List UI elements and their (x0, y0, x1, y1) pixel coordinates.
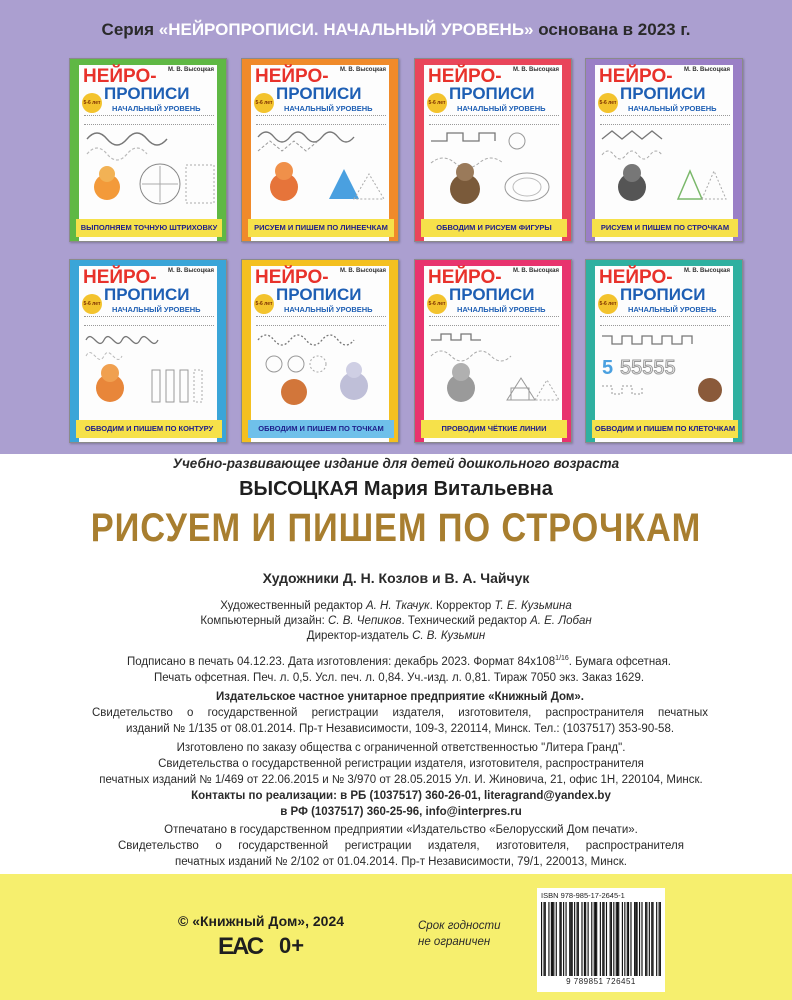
cover-logo-top: НЕЙРО- (255, 267, 329, 288)
barcode-bar (545, 902, 546, 976)
barcode-bar (610, 902, 611, 976)
barcode-bar (637, 902, 638, 976)
cover-illustration-icon (598, 330, 732, 412)
barcode-bar (641, 902, 642, 976)
publisher-name: Издательское частное унитарное предприятие «Книжный Дом». (215, 691, 584, 703)
format-fraction: 1/16 (555, 655, 569, 662)
cover-level: НАЧАЛЬНЫЙ УРОВЕНЬ (457, 305, 546, 314)
barcode-bar (649, 902, 650, 976)
barcode-bar (584, 902, 585, 976)
barcode-bar (613, 902, 614, 976)
cover-logo-bottom: ПРОПИСИ (276, 285, 362, 304)
shelf-life (418, 918, 500, 950)
cover-caption: ОБВОДИМ И ПИШЕМ ПО КОНТУРУ (76, 420, 222, 438)
cover-frame (562, 260, 571, 442)
barcode-bar (548, 902, 549, 976)
cover-caption: ОБВОДИМ И ПИШЕМ ПО КЛЕТОЧКАМ (592, 420, 738, 438)
cover-frame (586, 59, 742, 65)
series-book-cover (241, 58, 399, 242)
cover-frame (415, 260, 424, 442)
cover-author: М. В. Высоцкая (340, 268, 386, 274)
barcode-icon (541, 902, 661, 976)
cover-age-badge: 5-6 лет (82, 93, 102, 113)
barcode-bar (639, 902, 640, 976)
book-artists: Художники Д. Н. Козлов и В. А. Чайчук (262, 570, 530, 586)
isbn-number: ISBN 978-985-17-2645-1 (541, 891, 625, 900)
cover-logo-bottom: ПРОПИСИ (449, 285, 535, 304)
copyright: © «Книжный Дом», 2024 (178, 913, 345, 929)
credit-line-design (0, 615, 792, 627)
cover-frame (415, 59, 424, 241)
publisher-line-2: изданий № 1/135 от 08.01.2014. Пр-т Независимости, 109-3, 220114, Минск. Тел.: (1037517) 353-90-58. (125, 723, 675, 735)
cover-logo-bottom: ПРОПИСИ (620, 84, 706, 103)
cover-level: НАЧАЛЬНЫЙ УРОВЕНЬ (628, 305, 717, 314)
cover-logo-bottom: ПРОПИСИ (449, 84, 535, 103)
credit-line-director (0, 630, 792, 642)
cover-logo-top: НЕЙРО- (83, 267, 157, 288)
cover-frame (217, 59, 226, 241)
cover-frame (242, 260, 251, 442)
series-book-cover (69, 58, 227, 242)
director-label: Директор-издатель (306, 630, 413, 642)
cover-age-badge: 5-6 лет (598, 294, 618, 314)
cover-frame (242, 59, 398, 65)
printer-info (118, 822, 684, 870)
cover-description (256, 115, 386, 125)
cover-logo-top: НЕЙРО- (428, 267, 502, 288)
barcode-bar (606, 902, 607, 976)
cover-description (256, 316, 386, 326)
cover-frame (389, 59, 398, 241)
cover-frame (415, 59, 571, 65)
cover-author: М. В. Высоцкая (684, 268, 730, 274)
barcode-bar (552, 902, 553, 976)
cover-logo-bottom: ПРОПИСИ (104, 84, 190, 103)
cover-level: НАЧАЛЬНЫЙ УРОВЕНЬ (457, 104, 546, 113)
cover-caption: ОБВОДИМ И ПИШЕМ ПО ТОЧКАМ (248, 420, 394, 438)
cover-level: НАЧАЛЬНЫЙ УРОВЕНЬ (628, 104, 717, 113)
barcode-bar (596, 902, 597, 976)
cover-caption: ВЫПОЛНЯЕМ ТОЧНУЮ ШТРИХОВКУ (76, 219, 222, 237)
edition-subtitle: Учебно-развивающее издание для детей дошкольного возраста (172, 456, 620, 471)
barcode-bar (622, 902, 623, 976)
cover-description (84, 115, 214, 125)
art-editor-name: А. Н. Ткачук (365, 600, 430, 612)
cover-author: М. В. Высоцкая (513, 268, 559, 274)
barcode-bar (588, 902, 589, 976)
barcode-bar (624, 902, 625, 976)
barcode-bar (659, 902, 660, 976)
cover-caption: РИСУЕМ И ПИШЕМ ПО СТРОЧКАМ (592, 219, 738, 237)
cover-description (429, 115, 559, 125)
series-suffix: основана в 2023 г. (533, 20, 691, 39)
cover-frame (733, 260, 742, 442)
cover-logo-top: НЕЙРО- (428, 66, 502, 87)
age-rating: 0+ (279, 933, 305, 958)
tech-editor-label: . Технический редактор (401, 615, 531, 627)
cover-description (600, 316, 730, 326)
barcode-bar (611, 902, 612, 976)
cover-age-badge: 5-6 лет (427, 93, 447, 113)
cover-illustration-icon (598, 129, 732, 211)
credit-line-editor (0, 600, 792, 612)
cover-author: М. В. Высоцкая (684, 67, 730, 73)
cover-logo-top: НЕЙРО- (255, 66, 329, 87)
barcode-digits: 9 789851 726451 (566, 977, 636, 986)
barcode-bar (570, 902, 571, 976)
series-book-cover (414, 259, 572, 443)
cover-frame (242, 260, 398, 266)
barcode-bar (652, 902, 653, 976)
barcode-bar (572, 902, 573, 976)
shelf-life-line-2: не ограничен (418, 936, 491, 948)
barcode-bar (577, 902, 578, 976)
cover-level: НАЧАЛЬНЫЙ УРОВЕНЬ (284, 305, 373, 314)
cover-frame (242, 59, 251, 241)
cover-frame (70, 59, 79, 241)
design-label: Компьютерный дизайн: (200, 615, 329, 627)
design-name: С. В. Чепиков (328, 615, 402, 627)
barcode-bar (556, 902, 557, 976)
series-prefix: Серия (101, 20, 159, 39)
barcode-bar (616, 902, 617, 976)
cover-caption: РИСУЕМ И ПИШЕМ ПО ЛИНЕЕЧКАМ (248, 219, 394, 237)
publisher-line-1: Свидетельство о государственной регистрации издателя, изготовителя, распространителя печатных (92, 707, 708, 719)
cover-description (429, 316, 559, 326)
cover-frame (586, 260, 595, 442)
cover-age-badge: 5-6 лет (254, 93, 274, 113)
tech-editor-name: А. Е. Лобан (530, 615, 592, 627)
contacts-line-1: Контакты по реализации: в РБ (1037517) 360-26-01, literagrand@yandex.by (191, 790, 611, 802)
print-info (96, 651, 702, 686)
barcode-bar (551, 902, 552, 976)
series-book-cover (414, 58, 572, 242)
art-editor-label: Художественный редактор (220, 600, 366, 612)
cover-illustration-icon (254, 330, 388, 412)
barcode-bar (578, 902, 579, 976)
series-book-cover (241, 259, 399, 443)
barcode-bar (561, 902, 562, 976)
contacts-line-2: в РФ (1037517) 360-25-96, info@interpres.ru (280, 806, 522, 818)
print-info-line-1: Подписано в печать 04.12.23. Дата изготовления: декабрь 2023. Формат $84х108^{1/16}$. Бумага офсетная. (127, 655, 671, 668)
barcode-bar (585, 902, 586, 976)
barcode-bar (559, 902, 560, 976)
barcode-bar (603, 902, 604, 976)
barcode-bar (617, 902, 618, 976)
cover-logo-top: НЕЙРО- (599, 267, 673, 288)
barcode-bar (630, 902, 631, 976)
cover-illustration-icon (427, 330, 561, 412)
manufacturer-line-0: Изготовлено по заказу общества с ограниченной ответственностью "Литера Гранд". (176, 742, 626, 754)
bottom-yellow-band (0, 874, 792, 1000)
barcode-bar (627, 902, 628, 976)
printer-line-1: Свидетельство о государственной регистрации издателя, изготовителя, распространителя (118, 840, 684, 852)
cover-frame (562, 59, 571, 241)
barcode-bar (656, 902, 657, 976)
barcode-bar (565, 902, 566, 976)
director-name: С. В. Кузьмин (412, 630, 486, 642)
barcode-bar (574, 902, 575, 976)
cover-illustration-icon (82, 129, 216, 211)
barcode-bar (591, 902, 592, 976)
manufacturer-line-2: печатных изданий № 1/469 от 22.06.2015 и № 3/970 от 28.05.2015 Ул. И. Жиновича, 21, офис 1Н, 220104, Минск. (99, 774, 703, 786)
cover-caption: ОБВОДИМ И РИСУЕМ ФИГУРЫ (421, 219, 567, 237)
barcode-bar (618, 902, 619, 976)
cover-level: НАЧАЛЬНЫЙ УРОВЕНЬ (112, 104, 201, 113)
barcode-bar (600, 902, 601, 976)
cover-author: М. В. Высоцкая (168, 67, 214, 73)
printer-line-0: Отпечатано в государственном предприятии «Издательство «Белорусский Дом печати». (164, 824, 638, 836)
barcode-bar (581, 902, 582, 976)
eac-mark-icon: ЕАС (218, 933, 263, 960)
cover-logo-bottom: ПРОПИСИ (620, 285, 706, 304)
cover-age-badge: 5-6 лет (254, 294, 274, 314)
cover-frame (70, 260, 79, 442)
cover-frame (70, 59, 226, 65)
corrector-label: . Корректор (429, 600, 495, 612)
series-book-cover (585, 259, 743, 443)
cover-level: НАЧАЛЬНЫЙ УРОВЕНЬ (112, 305, 201, 314)
series-heading (0, 20, 792, 40)
cover-description (84, 316, 214, 326)
barcode-bar (594, 902, 595, 976)
manufacturer-info (96, 740, 706, 820)
series-book-cover (69, 259, 227, 443)
cover-caption: ПРОВОДИМ ЧЁТКИЕ ЛИНИИ (421, 420, 567, 438)
cover-frame (217, 260, 226, 442)
cover-frame (733, 59, 742, 241)
cover-author: М. В. Высоцкая (340, 67, 386, 73)
cover-frame (586, 59, 595, 241)
cover-author: М. В. Высоцкая (513, 67, 559, 73)
barcode-bar (651, 902, 652, 976)
corrector-name: Т. Е. Кузьмина (494, 600, 572, 612)
barcode-bar (660, 902, 661, 976)
printer-line-2: печатных изданий № 2/102 от 01.04.2014. Пр-т Независимости, 79/1, 220013, Минск. (175, 856, 627, 868)
barcode-bar (646, 902, 647, 976)
manufacturer-line-1: Свидетельства о государственной регистрации издателя, изготовителя, распространителя (158, 758, 644, 770)
cover-age-badge: 5-6 лет (82, 294, 102, 314)
cover-logo-top: НЕЙРО- (83, 66, 157, 87)
cover-logo-top: НЕЙРО- (599, 66, 673, 87)
svg-text:55555: 55555 (620, 357, 676, 379)
cover-level: НАЧАЛЬНЫЙ УРОВЕНЬ (284, 104, 373, 113)
barcode-bar (563, 902, 564, 976)
cover-illustration-icon (427, 129, 561, 211)
cover-description (600, 115, 730, 125)
barcode-bar (635, 902, 636, 976)
barcode-bar (569, 902, 570, 976)
shelf-life-line-1: Срок годности (418, 920, 501, 932)
barcode-bar (645, 902, 646, 976)
print-info-line-2: Печать офсетная. Печ. л. 0,5. Усл. печ. л. 0,84. Уч.-изд. л. 0,81. Тираж 7050 экз. Заказ 1629. (153, 671, 645, 684)
barcode-bar (541, 902, 542, 976)
publisher-info (92, 689, 708, 737)
cover-frame (70, 260, 226, 266)
barcode-bar (634, 902, 635, 976)
cover-illustration-icon (82, 330, 216, 412)
cover-illustration-icon (254, 129, 388, 211)
barcode-bar (628, 902, 629, 976)
series-book-cover (585, 58, 743, 242)
barcode-bar (553, 902, 554, 976)
book-author: ВЫСОЦКАЯ Мария Витальевна (239, 478, 553, 500)
isbn-barcode (537, 888, 665, 992)
series-name: «НЕЙРОПРОПИСИ. НАЧАЛЬНЫЙ УРОВЕНЬ» (158, 20, 534, 39)
barcode-bar (543, 902, 544, 976)
barcode-bar (602, 902, 603, 976)
cover-age-badge: 5-6 лет (427, 294, 447, 314)
book-title: РИСУЕМ И ПИШЕМ ПО СТРОЧКАМ (90, 506, 702, 550)
cover-logo-bottom: ПРОПИСИ (276, 84, 362, 103)
cover-author: М. В. Высоцкая (168, 268, 214, 274)
cover-frame (415, 260, 571, 266)
cover-frame (389, 260, 398, 442)
svg-text:5: 5 (602, 357, 614, 379)
cover-age-badge: 5-6 лет (598, 93, 618, 113)
barcode-bar (595, 902, 596, 976)
cover-frame (586, 260, 742, 266)
cover-logo-bottom: ПРОПИСИ (104, 285, 190, 304)
